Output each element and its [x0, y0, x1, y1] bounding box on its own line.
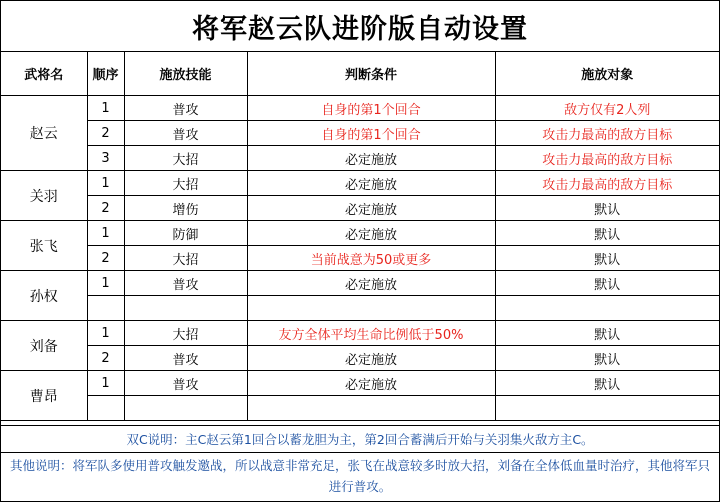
header-general: 武将名 — [1, 52, 87, 96]
skill-cell — [124, 296, 247, 321]
condition-cell: 必定施放 — [247, 371, 495, 396]
table-row — [1, 96, 719, 121]
table-row — [1, 171, 719, 196]
dual-c-note: 双C说明：主C赵云第1回合以蓄龙胆为主，第2回合蓄满后开始与关羽集火敌方主C。 — [1, 425, 719, 452]
skill-cell: 大招 — [124, 246, 247, 271]
table-row — [1, 221, 719, 246]
table-row — [1, 146, 719, 171]
order-cell: 2 — [87, 246, 124, 271]
table-row — [1, 321, 719, 346]
table-row — [1, 196, 719, 221]
general-name-cell: 刘备 — [1, 321, 87, 371]
skill-cell: 普攻 — [124, 371, 247, 396]
table-row — [1, 296, 719, 321]
header-skill: 施放技能 — [124, 52, 247, 96]
condition-cell: 必定施放 — [247, 221, 495, 246]
order-cell: 2 — [87, 196, 124, 221]
condition-cell — [247, 396, 495, 421]
general-name-cell: 关羽 — [1, 171, 87, 221]
order-cell: 1 — [87, 271, 124, 296]
target-cell — [495, 396, 719, 421]
condition-cell — [247, 296, 495, 321]
table-row — [1, 246, 719, 271]
target-cell — [495, 296, 719, 321]
order-cell: 1 — [87, 321, 124, 346]
target-cell: 攻击力最高的敌方目标 — [495, 171, 719, 196]
header-condition: 判断条件 — [247, 52, 495, 96]
general-name-cell: 赵云 — [1, 96, 87, 171]
target-cell: 默认 — [495, 371, 719, 396]
page-title: 将军赵云队进阶版自动设置 — [1, 1, 719, 52]
target-cell: 默认 — [495, 196, 719, 221]
skill-cell: 普攻 — [124, 96, 247, 121]
general-name-cell: 孙权 — [1, 271, 87, 321]
skill-cell: 普攻 — [124, 121, 247, 146]
header-order: 顺序 — [87, 52, 124, 96]
general-name-cell: 张飞 — [1, 221, 87, 271]
table-header-row — [1, 52, 719, 96]
order-cell — [87, 296, 124, 321]
condition-cell: 必定施放 — [247, 146, 495, 171]
table-row — [1, 271, 719, 296]
condition-cell: 友方全体平均生命比例低于50% — [247, 321, 495, 346]
condition-cell: 自身的第1个回合 — [247, 121, 495, 146]
target-cell: 默认 — [495, 346, 719, 371]
config-table — [1, 52, 719, 421]
target-cell: 默认 — [495, 271, 719, 296]
condition-cell: 当前战意为50或更多 — [247, 246, 495, 271]
table-row — [1, 346, 719, 371]
order-cell — [87, 396, 124, 421]
general-name-cell: 曹昂 — [1, 371, 87, 421]
skill-cell: 防御 — [124, 221, 247, 246]
order-cell: 1 — [87, 171, 124, 196]
order-cell: 1 — [87, 371, 124, 396]
order-cell: 1 — [87, 96, 124, 121]
target-cell: 攻击力最高的敌方目标 — [495, 146, 719, 171]
order-cell: 2 — [87, 346, 124, 371]
condition-cell: 必定施放 — [247, 271, 495, 296]
order-cell: 2 — [87, 121, 124, 146]
table-row — [1, 396, 719, 421]
table-row — [1, 121, 719, 146]
order-cell: 3 — [87, 146, 124, 171]
table-row — [1, 371, 719, 396]
skill-cell: 普攻 — [124, 346, 247, 371]
order-cell: 1 — [87, 221, 124, 246]
target-cell: 默认 — [495, 321, 719, 346]
target-cell: 默认 — [495, 221, 719, 246]
skill-cell: 普攻 — [124, 271, 247, 296]
skill-cell — [124, 396, 247, 421]
target-cell: 攻击力最高的敌方目标 — [495, 121, 719, 146]
other-note: 其他说明：将军队多使用普攻触发邀战，所以战意非常充足，张飞在战意较多时放大招，刘备在全体低血量时治疗，其他将军只进行普攻。 — [1, 452, 719, 501]
target-cell: 默认 — [495, 246, 719, 271]
skill-cell: 增伤 — [124, 196, 247, 221]
skill-cell: 大招 — [124, 171, 247, 196]
header-target: 施放对象 — [495, 52, 719, 96]
skill-cell: 大招 — [124, 146, 247, 171]
condition-cell: 自身的第1个回合 — [247, 96, 495, 121]
skill-cell: 大招 — [124, 321, 247, 346]
condition-cell: 必定施放 — [247, 346, 495, 371]
condition-cell: 必定施放 — [247, 196, 495, 221]
condition-cell: 必定施放 — [247, 171, 495, 196]
target-cell: 敌方仅有2人列 — [495, 96, 719, 121]
config-table-body — [1, 52, 719, 421]
